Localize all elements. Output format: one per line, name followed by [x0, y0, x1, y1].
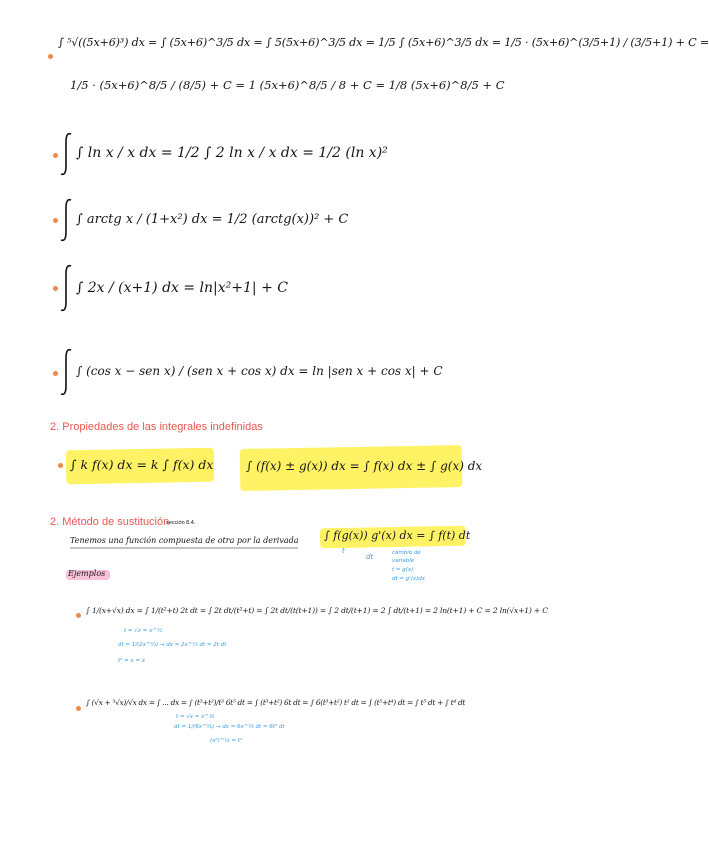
property-constant-multiple: ∫ k f(x) dx = k ∫ f(x) dx: [70, 457, 214, 472]
integral-sign: [60, 264, 74, 312]
example-2-note-2: dt = 1/(6x^⅚) → dx = 6x^⅚ dt = 6t⁵ dt: [174, 724, 285, 730]
examples-label: Ejemplos: [68, 569, 106, 578]
bullet: [48, 54, 53, 59]
example-1-note-3: t² = x = x: [118, 658, 146, 664]
example-1-note-1: t = √x = x^½: [124, 628, 163, 634]
substitution-description: Tenemos una función compuesta de otra por la derivada: [70, 536, 299, 545]
formula-5: ∫ (cos x − sen x) / (sen x + cos x) dx = ln |sen x + cos x| + C: [76, 364, 443, 378]
example-2: ∫ (√x + ³√x)/√x dx = ∫ ... dx = ∫ (t³+t²)/t³ 6t⁵ dt = ∫ (t³+t²) 6t dt = ∫ 6(t³+t²) t² dt = ∫ (t⁵+t⁴) dt = ∫ t⁵ dt + ∫ t⁴ dt: [86, 698, 466, 707]
section-reference: sección 8.4.: [166, 520, 196, 526]
underline: [70, 546, 300, 550]
integral-sign: [60, 132, 74, 176]
label-t: t: [342, 547, 345, 555]
formula-2: ∫ ln x / x dx = 1/2 ∫ 2 ln x / x dx = 1/2 (ln x)²: [76, 145, 388, 161]
formula-1-line-2: 1/5 · (5x+6)^8/5 / (8/5) + C = 1 (5x+6)^8/5 / 8 + C = 1/8 (5x+6)^8/5 + C: [70, 78, 505, 92]
example-1-note-2: dt = 1/(2x^½) → dx = 2x^½ dt = 2t dt: [118, 642, 227, 648]
formula-4: ∫ 2x / (x+1) dx = ln|x²+1| + C: [76, 280, 288, 296]
bullet: [53, 218, 58, 223]
label-dt: dt: [366, 553, 374, 561]
bullet: [53, 371, 58, 376]
note-change-variable-1: cambio de: [392, 550, 421, 556]
section-heading-substitution: 2. Método de sustitución: [50, 516, 170, 528]
bullet: [58, 463, 63, 468]
formula-3: ∫ arctg x / (1+x²) dx = 1/2 (arctg(x))² + C: [76, 212, 349, 227]
property-sum-difference: ∫ (f(x) ± g(x)) dx = ∫ f(x) dx ± ∫ g(x) dx: [246, 459, 483, 473]
bullet: [53, 286, 58, 291]
section-heading-properties: 2. Propiedades de las integrales indefinidas: [50, 421, 263, 433]
integral-sign: [60, 198, 74, 242]
integral-sign: [60, 348, 74, 396]
example-1: ∫ 1/(x+√x) dx = ∫ 1/(t²+t) 2t dt = ∫ 2t dt/(t²+t) = ∫ 2t dt/(t(t+1)) = ∫ 2 dt/(t+1) = 2 ∫ dt/(t+1) = 2 ln(t+1) + C = 2 ln(√x+1) + C: [86, 606, 548, 615]
formula-1-line-1: ∫ ⁵√((5x+6)³) dx = ∫ (5x+6)^3/5 dx = ∫ 5(5x+6)^3/5 dx = 1/5 ∫ (5x+6)^3/5 dx = 1/5 · (5x+6)^(3/5+1) / (3/5+1) + C =: [58, 36, 709, 49]
example-2-note-3: (x⁶)^⅙ = t²: [210, 738, 243, 744]
bullet: [53, 153, 58, 158]
note-change-variable-4: dt = g'(x)dx: [392, 576, 426, 582]
note-change-variable-2: variable: [392, 558, 415, 564]
bullet: [76, 706, 81, 711]
bullet: [76, 613, 81, 618]
note-change-variable-3: t = g(x): [392, 567, 414, 573]
example-2-note-1: t = √x = x^⅙: [176, 714, 215, 720]
substitution-formula: ∫ f(g(x)) g'(x) dx = ∫ f(t) dt: [324, 529, 471, 542]
